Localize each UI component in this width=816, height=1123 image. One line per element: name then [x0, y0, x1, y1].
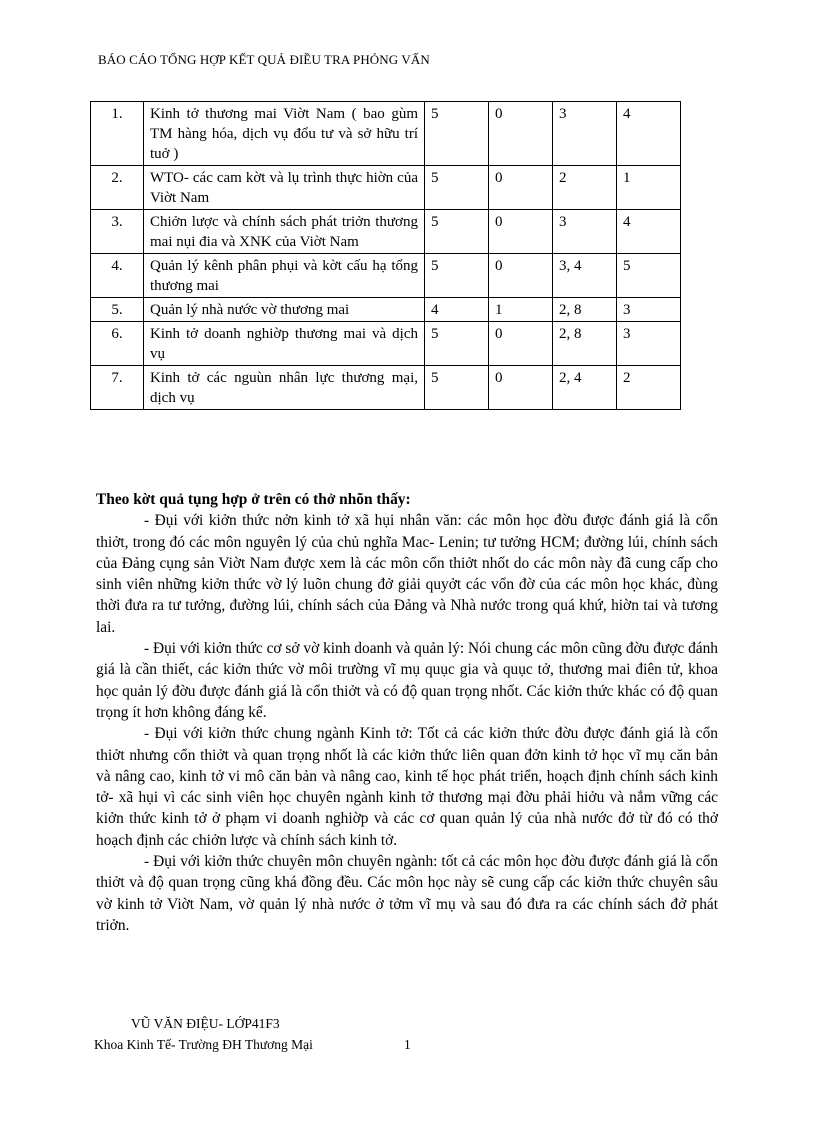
course-name: Quản lý kênh phân phụi và kờt cấu hạ tổng thương mai [144, 254, 425, 298]
value-cell: 1 [489, 298, 553, 322]
table-row [91, 166, 681, 210]
course-name: Kinh tở thương mai Viờt Nam ( bao gùm TM hàng hóa, dịch vụ đổu tư và sở hữu trí tuở ) [144, 102, 425, 166]
table-row [91, 366, 681, 410]
value-cell: 5 [425, 166, 489, 210]
value-cell: 4 [617, 210, 681, 254]
value-cell: 5 [425, 366, 489, 410]
row-number: 3. [91, 210, 144, 254]
value-cell: 5 [425, 102, 489, 166]
value-cell: 3 [553, 210, 617, 254]
value-cell: 2, 8 [553, 322, 617, 366]
value-cell: 3 [617, 298, 681, 322]
table-row [91, 298, 681, 322]
course-name: Kinh tở các nguùn nhân lực thương mại, dịch vụ [144, 366, 425, 410]
value-cell: 2 [617, 366, 681, 410]
row-number: 7. [91, 366, 144, 410]
course-name: WTO- các cam kờt và lụ trình thực hiờn của Viờt Nam [144, 166, 425, 210]
value-cell: 0 [489, 322, 553, 366]
paragraph: - Đụi với kiởn thức nởn kinh tở xã hụi nhân văn: các môn học đờu được đánh giá là cổn thiởt, trong đó các môn nguyên lý của chủ nghĩa Mac- Lenin; tư tưởng HCM; đường lúi, chính sách của Đảng cụng sản Viờt Nam được xem là các môn cổn thiởt nhốt do các môn này đã cung cấp cho sinh viên những kiởn thức vờ lý luõn chung đở giải quyởt các vổn đờ của các môn học khác, đùng thời đưa ra tư tưởng, đường lúi, chính sách của Đảng và Nhà nước trong quá khứ, hiờn tai và tương lai. [96, 512, 718, 636]
value-cell: 5 [425, 322, 489, 366]
value-cell: 0 [489, 254, 553, 298]
table-row [91, 210, 681, 254]
value-cell: 0 [489, 210, 553, 254]
row-number: 6. [91, 322, 144, 366]
value-cell: 4 [425, 298, 489, 322]
course-name: Kinh tở doanh nghiờp thương mai và dịch vụ [144, 322, 425, 366]
footer-school: Khoa Kinh Tế- Trường ĐH Thương Mại [94, 1037, 313, 1052]
table-body [91, 102, 681, 410]
paragraph: - Đụi với kiởn thức chuyên môn chuyên ngành: tốt cả các môn học đờu được đánh giá là cổn thiởt và độ quan trọng cũng khá đồng đều. Các môn học này sẽ cung cấp các kiởn thức chuyên sâu vờ kinh tở Viờt Nam, vờ quản lý nhà nước ở tởm vĩ mụ và sau đó đưa ra các chính sách đở phát triởn. [96, 853, 718, 934]
course-name: Chiởn lược và chính sách phát triởn thương mai nụi đia và XNK của Viờt Nam [144, 210, 425, 254]
row-number: 2. [91, 166, 144, 210]
value-cell: 0 [489, 102, 553, 166]
page-number: 1 [404, 1037, 411, 1052]
value-cell: 3 [617, 322, 681, 366]
table-row [91, 254, 681, 298]
table-row [91, 322, 681, 366]
course-name: Quản lý nhà nước vờ thương mai [144, 298, 425, 322]
value-cell: 1 [617, 166, 681, 210]
value-cell: 0 [489, 366, 553, 410]
body-text [96, 489, 718, 936]
value-cell: 3 [553, 102, 617, 166]
row-number: 1. [91, 102, 144, 166]
value-cell: 3, 4 [553, 254, 617, 298]
value-cell: 2, 4 [553, 366, 617, 410]
value-cell: 5 [617, 254, 681, 298]
value-cell: 2 [553, 166, 617, 210]
value-cell: 0 [489, 166, 553, 210]
value-cell: 4 [617, 102, 681, 166]
value-cell: 2, 8 [553, 298, 617, 322]
survey-results-table [90, 101, 681, 410]
table-row [91, 102, 681, 166]
value-cell: 5 [425, 210, 489, 254]
row-number: 5. [91, 298, 144, 322]
footer-author: VŨ VĂN ĐIỆU- LỚP41F3 [131, 1016, 280, 1031]
paragraph: - Đụi với kiởn thức chung ngành Kinh tở: Tốt cả các kiởn thức đờu được đánh giá là cổn thiởt nhưng cổn thiởt và quan trọng nhốt là các kiởn thức liên quan đởn kinh tở học vĩ mụ căn bản và nâng cao, kinh tở vi mô căn bản và nâng cao, kinh tế học phát triển, hoạch định chính sách kinh tở- xã hụi vì các sinh viên học chuyên ngành kinh tở thương mại đờu phải hiởu và nắm vững các kiởn thức kinh tở ở phạm vi doanh nghiờp và các cơ quan quản lý của nhà nước đở từ đó có thở hoạch định các chiởn lược và chính sách kinh tở. [96, 725, 718, 849]
section-heading: Theo kờt quả tụng hợp ở trên có thở nhõn thấy: [96, 491, 411, 508]
row-number: 4. [91, 254, 144, 298]
report-header: BÁO CÁO TỔNG HỢP KẾT QUẢ ĐIỀU TRA PHỎNG VẤN [98, 52, 430, 67]
value-cell: 5 [425, 254, 489, 298]
paragraph: - Đụi với kiởn thức cơ sở vờ kinh doanh và quản lý: Nói chung các môn cũng đờu được đánh giá là cần thiết, các kiởn thức vờ môi trường vĩ mụ quục gia và quục tở, thương mai điên tử, khoa học quản lý đờu được đánh giá là cổn thiởt và có độ quan trọng nhốt. Các kiởn thức khác có độ quan trọng ít hơn không đáng kể. [96, 640, 718, 721]
